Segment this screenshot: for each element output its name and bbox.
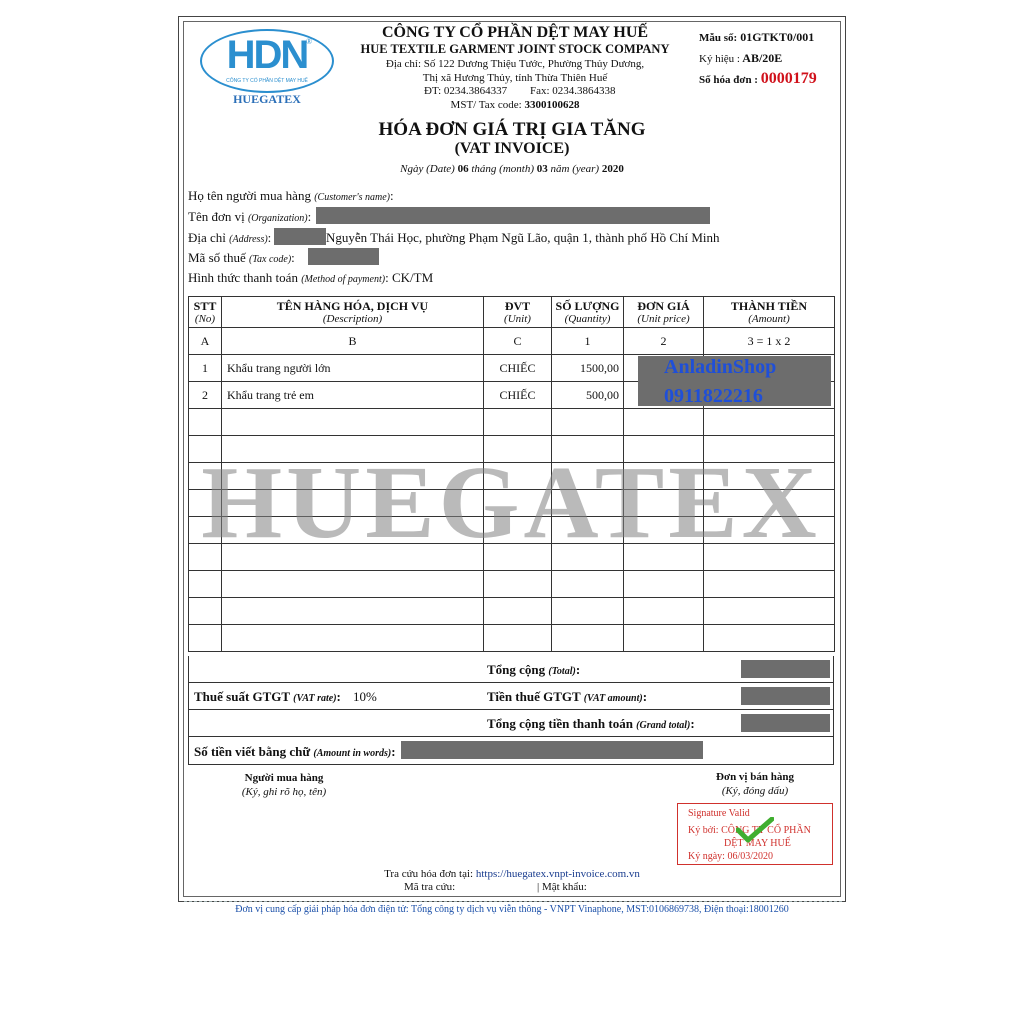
buyer-org-line: Tên đơn vị (Organization): xyxy=(188,209,312,224)
invoice-date xyxy=(300,163,724,175)
payment-line: Hình thức thanh toán (Method of payment): CK/TM xyxy=(188,270,434,285)
date-year: 2020 xyxy=(601,163,624,175)
empty-row xyxy=(189,598,835,625)
row-unit: CHIẾC xyxy=(484,382,552,409)
date-day: 06 xyxy=(457,163,469,175)
col-header-unit-price: ĐƠN GIÁ (Unit price) xyxy=(624,297,704,328)
overlay-phone: 0911822216 xyxy=(664,385,763,407)
code-cell: A xyxy=(189,328,222,355)
col-header-quantity: SỐ LƯỢNG (Quantity) xyxy=(552,297,624,328)
vat-amount-label: Tiền thuế GTGT (VAT amount): xyxy=(487,689,648,704)
lookup-code-label: Mã tra cứu: xyxy=(404,881,456,893)
signed-by-line2: DỆT MAY HUẾ xyxy=(724,838,791,849)
company-tax-code: 3300100628 xyxy=(524,99,580,111)
date-year-label: năm (year) xyxy=(550,163,600,175)
buyer-name-label: Họ tên người mua hàng xyxy=(188,188,311,203)
empty-row xyxy=(189,571,835,598)
buyer-address-label-en: (Address) xyxy=(229,234,268,245)
digital-signature-box xyxy=(677,803,833,865)
buyer-name-line: Họ tên người mua hàng (Customer's name): xyxy=(188,188,394,203)
footer-divider xyxy=(184,901,842,902)
lookup-label: Tra cứu hóa đơn tại: xyxy=(384,868,474,880)
company-name-en: HUE TEXTILE GARMENT JOINT STOCK COMPANY xyxy=(360,42,670,56)
signature-valid: Signature Valid xyxy=(688,808,750,819)
total-label: Tổng cộng (Total): xyxy=(487,662,581,677)
redacted-amount-words xyxy=(401,741,703,759)
buyer-address-line: Địa chỉ (Address): xyxy=(188,230,272,245)
row-quantity: 500,00 xyxy=(552,382,624,409)
col-header-description: TÊN HÀNG HÓA, DỊCH VỤ (Description) xyxy=(222,297,484,328)
row-quantity: 1500,00 xyxy=(552,355,624,382)
registered-icon: ® xyxy=(306,37,313,46)
row-description: Khẩu trang trẻ em xyxy=(222,382,484,409)
row-description: Khẩu trang người lớn xyxy=(222,355,484,382)
payment-value: CK/TM xyxy=(391,270,434,285)
company-name-vn: CÔNG TY CỔ PHẦN DỆT MAY HUẾ xyxy=(381,24,649,41)
row-unit: CHIẾC xyxy=(484,355,552,382)
symbol-label: Ký hiệu : xyxy=(699,53,740,65)
code-cell: 1 xyxy=(552,328,624,355)
redacted-grand-total xyxy=(741,714,830,732)
buyer-tax-label: Mã số thuế xyxy=(188,250,246,265)
date-month: 03 xyxy=(536,163,548,175)
row-no: 2 xyxy=(189,382,222,409)
code-cell: 3 = 1 x 2 xyxy=(704,328,835,355)
form-number xyxy=(699,30,814,45)
number-label: Số hóa đơn : xyxy=(699,74,758,86)
company-address-2: Thị xã Hương Thủy, tỉnh Thừa Thiên Huế xyxy=(422,72,608,84)
col-header-amount: THÀNH TIỀN (Amount) xyxy=(704,297,835,328)
amount-words-row xyxy=(188,737,834,765)
code-row xyxy=(189,328,835,355)
overlay-shop-name: AnladinShop xyxy=(664,356,777,378)
invoice-title-vn: HÓA ĐƠN GIÁ TRỊ GIA TĂNG xyxy=(378,119,646,140)
date-prefix: Ngày (Date) xyxy=(400,163,455,175)
vat-row xyxy=(188,683,834,710)
empty-row xyxy=(189,409,835,436)
vat-rate-label: Thuế suất GTGT (VAT rate): xyxy=(194,689,341,704)
company-phone: ĐT: 0234.3864337 xyxy=(424,85,508,97)
redacted-vat-amount xyxy=(741,687,830,705)
company-logo xyxy=(200,29,334,93)
col-header-no: STT (No) xyxy=(189,297,222,328)
payment-label-en: (Method of payment) xyxy=(301,274,386,285)
company-fax: Fax: 0234.3864338 xyxy=(530,85,616,97)
symbol xyxy=(699,51,782,66)
signed-date: Ký ngày: 06/03/2020 xyxy=(688,851,773,862)
checkmark-icon xyxy=(736,817,774,843)
vat-rate-value: 10% xyxy=(353,689,377,704)
company-tax-label: MST/ Tax code: xyxy=(450,99,522,111)
lookup-line xyxy=(300,868,724,880)
form-label: Mẫu số: xyxy=(699,32,738,44)
lookup-password-label: | Mật khẩu: xyxy=(537,881,587,893)
redacted-organization xyxy=(316,207,710,224)
grand-total-row xyxy=(188,710,834,737)
company-address-1: Địa chỉ: Số 122 Dương Thiệu Tước, Phường Thủy Dương, xyxy=(385,58,645,70)
brand-name: HUEGATEX xyxy=(233,92,301,106)
date-month-label: tháng (month) xyxy=(471,163,534,175)
watermark: HUEGATEX xyxy=(201,445,821,560)
logo-small-text: CÔNG TY CỔ PHẦN DỆT MAY HUẾ xyxy=(226,78,308,84)
buyer-org-label-en: (Organization) xyxy=(247,213,308,224)
row-no: 1 xyxy=(189,355,222,382)
form-value: 01GTKT0/001 xyxy=(740,30,815,44)
buyer-address-label: Địa chỉ xyxy=(188,230,226,245)
amount-words-label: Số tiền viết bằng chữ (Amount in words): xyxy=(194,744,396,759)
number-value: 0000179 xyxy=(760,70,817,87)
signed-by-line1: Ký bởi: CÔNG TY CỔ PHẦN xyxy=(688,825,811,836)
invoice-title-en: (VAT INVOICE) xyxy=(454,140,570,157)
buyer-sign-title: Người mua hàng xyxy=(244,772,324,784)
payment-label: Hình thức thanh toán xyxy=(188,270,298,285)
redacted-tax-code xyxy=(308,248,379,265)
buyer-org-label: Tên đơn vị xyxy=(188,209,245,224)
symbol-value: AB/20E xyxy=(742,51,783,65)
redacted-total xyxy=(741,660,830,678)
seller-sign-note: (Ký, đóng dấu) xyxy=(721,785,789,797)
code-cell: 2 xyxy=(624,328,704,355)
code-cell: C xyxy=(484,328,552,355)
buyer-name-label-en: (Customer's name) xyxy=(314,192,390,203)
grand-total-label: Tổng cộng tiền thanh toán (Grand total): xyxy=(487,716,695,731)
redacted-address xyxy=(274,228,326,245)
invoice-number xyxy=(699,70,817,88)
empty-row xyxy=(189,625,835,652)
lookup-url[interactable]: https://huegatex.vnpt-invoice.com.vn xyxy=(475,868,640,880)
total-row xyxy=(188,656,834,683)
provider-info: Đơn vị cung cấp giải pháp hóa đơn điện tử: Tổng công ty dịch vụ viễn thông - VNPT Vinaphone, MST:0106869738, Điện thoại:18001260 xyxy=(235,904,789,915)
buyer-tax-label-en: (Tax code) xyxy=(249,254,292,265)
logo-text: HDN xyxy=(226,33,308,77)
buyer-tax-line: Mã số thuế (Tax code): xyxy=(188,250,295,265)
col-header-unit: ĐVT (Unit) xyxy=(484,297,552,328)
code-cell: B xyxy=(222,328,484,355)
company-tax xyxy=(340,99,690,111)
buyer-sign-note: (Ký, ghi rõ họ, tên) xyxy=(241,786,327,798)
table-header-row xyxy=(189,297,835,328)
seller-sign-title: Đơn vị bán hàng xyxy=(716,771,794,783)
buyer-address-value: Nguyễn Thái Học, phường Phạm Ngũ Lão, quận 1, thành phố Hồ Chí Minh xyxy=(326,230,720,245)
